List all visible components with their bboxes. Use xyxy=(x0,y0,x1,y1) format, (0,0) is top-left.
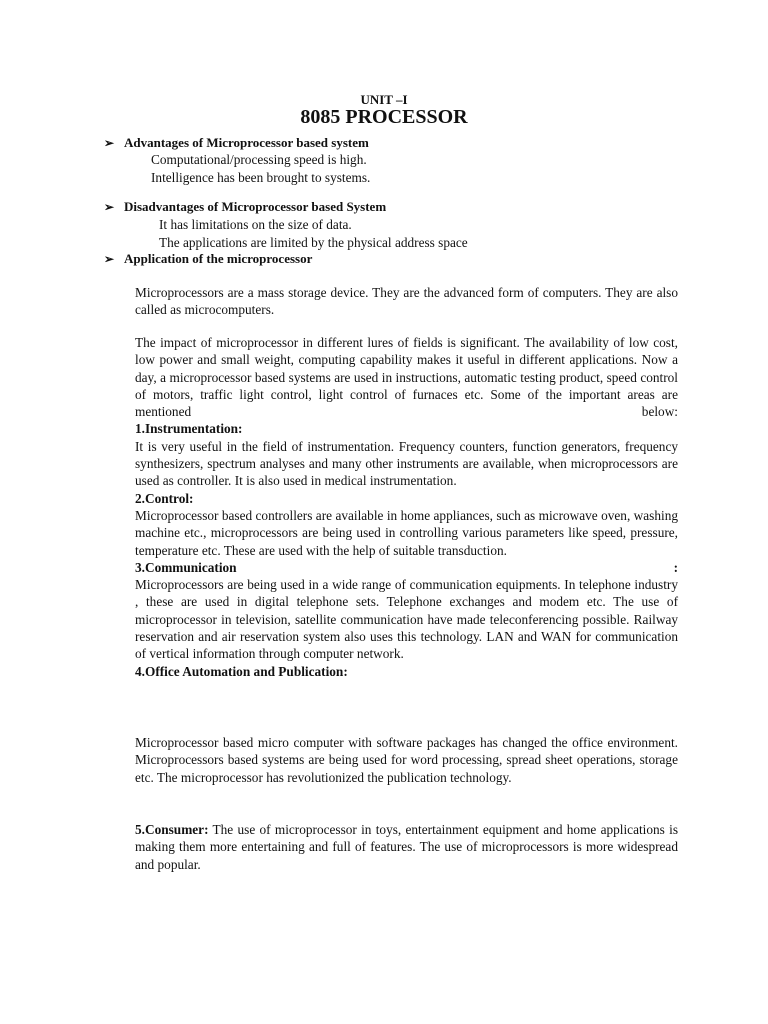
disadvantage-item: The applications are limited by the physical address space xyxy=(159,235,468,250)
consumer-text xyxy=(135,821,678,873)
unit-label: UNIT –I xyxy=(360,92,408,107)
communication-heading xyxy=(135,559,678,576)
advantages-heading xyxy=(104,135,369,151)
consumer-body: The use of microprocessor in toys, entertainment equipment and home applications is making them more entertaining and full of features. The use of microprocessors is more widespread and popular. xyxy=(135,822,678,872)
arrow-bullet-icon: ➢ xyxy=(104,251,115,266)
intro-paragraph xyxy=(135,284,678,319)
communication-colon: : xyxy=(673,559,678,575)
advantage-item: Intelligence has been brought to systems. xyxy=(151,170,371,185)
applications-heading-text: Application of the microprocessor xyxy=(124,251,313,266)
consumer-paragraph xyxy=(135,821,678,873)
consumer-heading: 5.Consumer: xyxy=(135,822,209,837)
advantages-heading-text: Advantages of Microprocessor based system xyxy=(124,135,369,150)
arrow-bullet-icon: ➢ xyxy=(104,199,115,214)
disadvantage-item: It has limitations on the size of data. xyxy=(159,217,352,232)
control-text: Microprocessor based controllers are available in home appliances, such as microwave oven, washing machine etc., microprocessors are being used in controlling various parameters like speed, pressure, temperature etc. These are used with the help of suitable transduction. xyxy=(135,507,678,558)
instrumentation-heading: 1.Instrumentation: xyxy=(135,421,243,437)
office-text: Microprocessor based micro computer with software packages has changed the office environment. Microprocessors based systems are being used for word processing, spread sheet operations, storage etc. The microprocessor has revolutionized the publication technology. xyxy=(135,735,678,785)
arrow-bullet-icon: ➢ xyxy=(104,135,115,150)
intro-text: Microprocessors are a mass storage device. They are the advanced form of computers. They are also called as microcomputers. xyxy=(135,285,678,318)
instrumentation-text: It is very useful in the field of instrumentation. Frequency counters, function generators, frequency synthesizers, spectrum analyses and many other instruments are available, when microprocessors are used as controller. It is also used in medical instrumentation. xyxy=(135,438,678,489)
document-title: 8085 PROCESSOR xyxy=(300,106,468,128)
office-heading: 4.Office Automation and Publication: xyxy=(135,663,348,679)
impact-paragraph: The impact of microprocessor in different lures of fields is significant. The availability of low cost, low power and small weight, computing capability makes it useful in different applications. Now a day, a microprocessor based systems are used in instructions, automatic testing product, speed control of motors, traffic light control, light control of furnaces etc. Some of the important areas are mentioned below: xyxy=(135,335,678,420)
communication-text: Microprocessors are being used in a wide range of communication equipments. In telephone industry , these are used in digital telephone sets. Telephone exchanges and modem etc. The use of microprocessor in television, satellite communication have made teleconferencing possible. Railway reservation and air reservation system also uses this technology. LAN and WAN for communication of vertical information through computer network. xyxy=(135,577,678,662)
advantage-item: Computational/processing speed is high. xyxy=(151,152,367,167)
control-heading: 2.Control: xyxy=(135,490,194,506)
office-paragraph xyxy=(135,734,678,786)
communication-heading-text: 3.Communication xyxy=(135,559,237,575)
disadvantages-heading xyxy=(104,199,386,215)
disadvantages-heading-text: Disadvantages of Microprocessor based System xyxy=(124,199,387,214)
applications-heading xyxy=(104,251,312,267)
applications-body xyxy=(135,334,678,680)
